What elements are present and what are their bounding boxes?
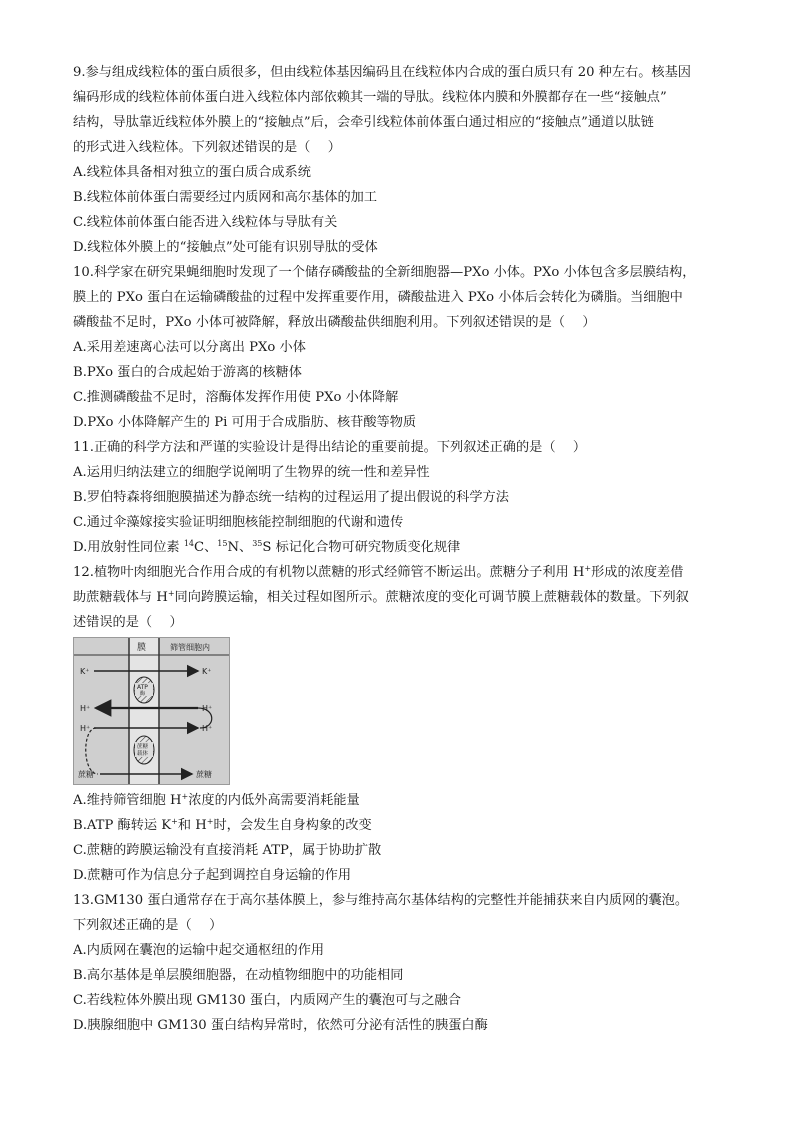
q11-d-sup-15: 15: [217, 539, 228, 548]
atp-sub-label: 酶: [140, 691, 146, 697]
q13-option-b: B.高尔基体是单层膜细胞器，在动植物细胞中的功能相同: [73, 968, 404, 983]
q11-stem-line-1: 11.正确的科学方法和严谨的实验设计是得出结论的重要前提。下列叙述正确的是（ ）: [73, 440, 587, 455]
q9-option-d: D.线粒体外膜上的“接触点”处可能有识别导肽的受体: [73, 240, 378, 255]
q12-stem-line-2: [73, 585, 723, 610]
q11-option-d: [73, 535, 723, 560]
q12-b-part-2: 时，会发生自身构象的改变: [213, 818, 372, 833]
q11-option-b: B.罗伯特森将细胞膜描述为静态统一结构的过程运用了提出假说的科学方法: [73, 490, 509, 505]
exam-page: [73, 60, 723, 1038]
k-ion-left: K⁺: [80, 667, 90, 676]
question-10: [73, 260, 723, 435]
q9-stem-line-2: 编码形成的线粒体前体蛋白进入线粒体内部依赖其一端的导肽。线粒体内膜和外膜都存在一些“接触点”: [73, 90, 667, 105]
q11-d-sup-35: 35: [252, 539, 263, 548]
q10-option-b: B.PXo 蛋白的合成起始于游离的核糖体: [73, 365, 302, 380]
h-ion-right-bottom: H⁺: [202, 724, 213, 733]
q12-stem-2-sup: +: [167, 589, 175, 598]
q9-stem-line-1: 9.参与组成线粒体的蛋白质很多，但由线粒体基因编码且在线粒体内合成的蛋白质只有 20 种左右。核基因: [73, 65, 691, 80]
q12-stem-2a: 助蔗糖载体与 H: [73, 590, 168, 605]
q12-option-a: [73, 788, 723, 813]
q9-option-b: B.线粒体前体蛋白需要经过内质网和高尔基体的加工: [73, 190, 378, 205]
q12-stem-line-3: 述错误的是（ ）: [73, 615, 183, 630]
q13-stem-line-1: 13.GM130 蛋白通常存在于高尔基体膜上，参与维持高尔基体结构的完整性并能捕获来自内质网的囊泡。: [73, 893, 689, 908]
q12-stem-1a: 12.植物叶肉细胞光合作用合成的有机物以蔗糖的形式经筛管不断运出。蔗糖分子利用 H: [73, 565, 585, 580]
membrane-transport-figure: [73, 637, 230, 785]
q12-b-sup-2: +: [206, 817, 214, 826]
q12-a-part-1: A.维持筛管细胞 H: [73, 793, 182, 808]
question-13: [73, 888, 723, 1038]
q12-b-part-1: B.ATP 酶转运 K: [73, 818, 172, 833]
membrane-label: 膜: [137, 643, 147, 653]
question-12: [73, 560, 723, 888]
q11-d-suffix: S 标记化合物可研究物质变化规律: [262, 540, 461, 555]
q10-option-c: C.推测磷酸盐不足时，溶酶体发挥作用使 PXo 小体降解: [73, 390, 399, 405]
q12-option-d: D.蔗糖可作为信息分子起到调控自身运输的作用: [73, 868, 352, 883]
q13-option-a: A.内质网在囊泡的运输中起交通枢纽的作用: [73, 943, 325, 958]
q9-option-a: A.线粒体具备相对独立的蛋白质合成系统: [73, 165, 311, 180]
q10-stem-line-3: 磷酸盐不足时，PXo 小体可被降解，释放出磷酸盐供细胞利用。下列叙述错误的是（ ）: [73, 315, 596, 330]
q12-b-mid: 和 H: [177, 818, 207, 833]
sucrose-right: 蔗糖: [196, 770, 212, 779]
q9-stem-line-4: 的形式进入线粒体。下列叙述错误的是（ ）: [73, 140, 341, 155]
q12-option-c: C.蔗糖的跨膜运输没有直接消耗 ATP，属于协助扩散: [73, 843, 382, 858]
q11-option-c: C.通过伞藻嫁接实验证明细胞核能控制细胞的代谢和遗传: [73, 515, 404, 530]
coupling-loop-left: [86, 728, 98, 774]
q12-stem-1b: 形成的浓度差借: [591, 565, 684, 580]
q13-stem-line-2: 下列叙述正确的是（ ）: [73, 918, 223, 933]
q12-stem-line-1: [73, 560, 723, 585]
carrier-label: 蔗糖: [137, 744, 149, 750]
q9-stem-line-3: 结构，导肽靠近线粒体外膜上的“接触点”后，会牵引线粒体前体蛋白通过相应的“接触点”通道以肽链: [73, 115, 654, 130]
q12-stem-2b: 同向跨膜运输，相关过程如图所示。蔗糖浓度的变化可调节膜上蔗糖载体的数量。下列叙: [174, 590, 689, 605]
h-ion-left-top: H⁺: [80, 704, 91, 713]
q10-option-d: D.PXo 小体降解产生的 Pi 可用于合成脂肪、核苷酸等物质: [73, 415, 417, 430]
question-9: [73, 60, 723, 260]
q11-option-a: A.运用归纳法建立的细胞学说阐明了生物界的统一性和差异性: [73, 465, 430, 480]
q11-d-mid-n: N、: [227, 540, 253, 555]
q11-d-prefix: D.用放射性同位素: [73, 540, 184, 555]
q12-option-b: [73, 813, 723, 838]
q10-option-a: A.采用差速离心法可以分离出 PXo 小体: [73, 340, 306, 355]
q12-stem-1-sup: +: [584, 564, 592, 573]
q13-option-c: C.若线粒体外膜出现 GM130 蛋白，内质网产生的囊泡可与之融合: [73, 993, 461, 1008]
sucrose-left: 蔗糖: [78, 770, 94, 779]
carrier-sub-label: 载体: [137, 751, 149, 757]
q10-stem-line-1: 10.科学家在研究果蝇细胞时发现了一个储存磷酸盐的全新细胞器—PXo 小体。PXo 小体包含多层膜结构，: [73, 265, 696, 280]
q11-d-sup-14: 14: [183, 539, 194, 548]
q12-a-sup: +: [181, 792, 189, 801]
h-ion-right-top: H⁺: [202, 704, 213, 713]
question-11: [73, 435, 723, 560]
q12-a-part-2: 浓度的内低外高需要消耗能量: [188, 793, 360, 808]
q11-d-mid-c: C、: [194, 540, 218, 555]
h-ion-left-bottom: H⁺: [80, 724, 91, 733]
atp-label: ATP: [137, 684, 148, 691]
q9-option-c: C.线粒体前体蛋白能否进入线粒体与导肽有关: [73, 215, 338, 230]
membrane-transport-diagram: [74, 638, 229, 784]
q13-option-d: D.胰腺细胞中 GM130 蛋白结构异常时，依然可分泌有活性的胰蛋白酶: [73, 1018, 488, 1033]
q10-stem-line-2: 膜上的 PXo 蛋白在运输磷酸盐的过程中发挥重要作用，磷酸盐进入 PXo 小体后会转化为磷脂。当细胞中: [73, 290, 683, 305]
q12-b-sup-1: +: [171, 817, 178, 826]
k-ion-right: K⁺: [202, 667, 212, 676]
inside-cell-label: 筛管细胞内: [170, 643, 210, 652]
